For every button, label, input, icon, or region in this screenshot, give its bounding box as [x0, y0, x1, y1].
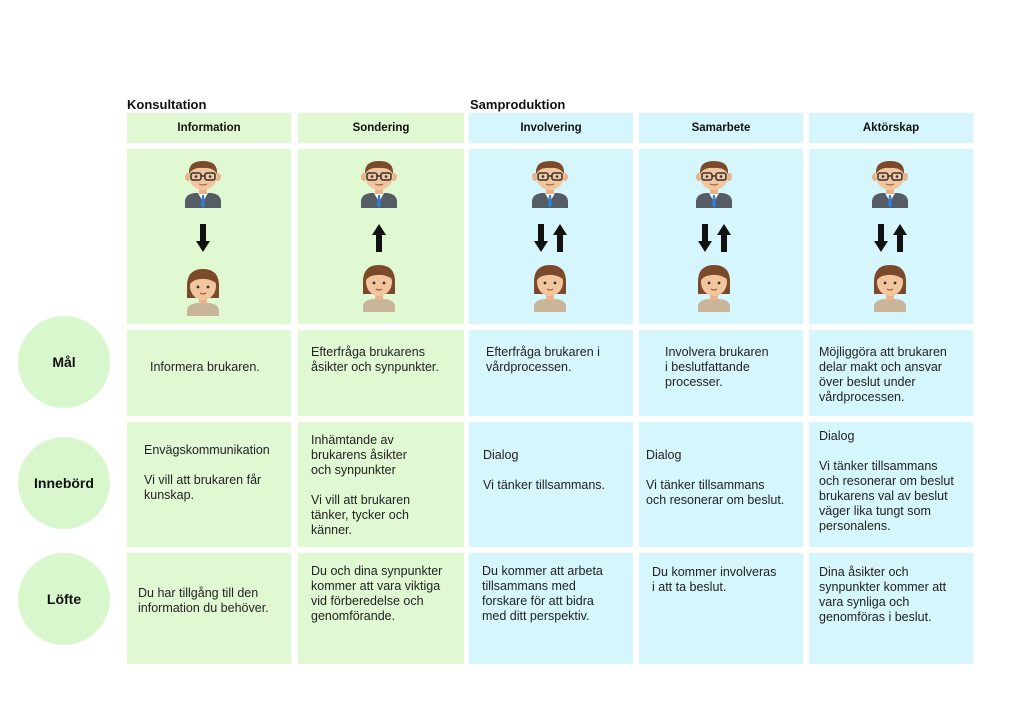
mal-text-aktorskap: Möjliggöra att brukaren delar makt och ansvar över beslut under vårdprocessen. — [819, 345, 947, 404]
mal-text-involvering: Efterfråga brukaren i vårdprocessen. — [486, 345, 600, 374]
column-header-information: Information — [127, 113, 291, 143]
lofte-text-involvering: Du kommer att arbeta tillsammans med forskare för att bidra med ditt perspektiv. — [482, 564, 603, 623]
professional-icon — [870, 158, 910, 213]
column-header-samarbete: Samarbete — [639, 113, 803, 143]
professional-icon — [694, 158, 734, 213]
row-label-lofte: Löfte — [18, 553, 110, 645]
group-title-konsultation: Konsultation — [127, 97, 207, 112]
group-title-samproduktion: Samproduktion — [470, 97, 566, 112]
arrow-up-icon — [553, 224, 567, 257]
patient-icon — [359, 262, 399, 317]
arrow-down-icon — [874, 224, 888, 257]
lofte-text-samarbete: Du kommer involveras i att ta beslut. — [652, 565, 777, 594]
mal-text-samarbete: Involvera brukaren i beslutfattande processer. — [665, 345, 769, 389]
row-label-innebord: Innebörd — [18, 437, 110, 529]
column-header-sondering: Sondering — [298, 113, 464, 143]
professional-icon — [183, 158, 223, 213]
lofte-text-aktorskap: Dina åsikter och synpunkter kommer att vara synliga och genomföras i beslut. — [819, 565, 947, 624]
mal-text-sondering: Efterfråga brukarens åsikter och synpunkter. — [311, 345, 439, 374]
innebord-text-involvering: Dialog Vi tänker tillsammans. — [483, 448, 606, 492]
arrow-down-icon — [534, 224, 548, 257]
patient-icon — [530, 262, 570, 317]
lofte-text-sondering: Du och dina synpunkter kommer att vara viktiga vid förberedelse och genomförande. — [311, 564, 443, 623]
patient-icon — [870, 262, 910, 317]
row-label-mal: Mål — [18, 316, 110, 408]
column-header-involvering: Involvering — [469, 113, 633, 143]
arrow-up-icon — [372, 224, 386, 257]
arrow-down-icon — [196, 224, 210, 257]
arrow-up-icon — [893, 224, 907, 257]
innebord-text-sondering: Inhämtande av brukarens åsikter och synpunkter Vi vill att brukaren tänker, tycker och känner. — [311, 433, 411, 537]
patient-icon — [694, 262, 734, 317]
innebord-text-information: Envägskommunikation Vi vill att brukaren får kunskap. — [144, 443, 270, 502]
professional-icon — [530, 158, 570, 213]
innebord-text-samarbete: Dialog Vi tänker tillsammans och resonerar om beslut. — [646, 448, 785, 507]
lofte-text-information: Du har tillgång till den information du behöver. — [138, 586, 269, 615]
professional-icon — [359, 158, 399, 213]
column-header-aktorskap: Aktörskap — [809, 113, 973, 143]
arrow-up-icon — [717, 224, 731, 257]
arrow-down-icon — [698, 224, 712, 257]
mal-text-information: Informera brukaren. — [150, 360, 260, 374]
innebord-text-aktorskap: Dialog Vi tänker tillsammans och resonerar om beslut brukarens val av beslut väger lika tungt som personalens. — [819, 429, 954, 533]
patient-icon — [183, 266, 223, 321]
